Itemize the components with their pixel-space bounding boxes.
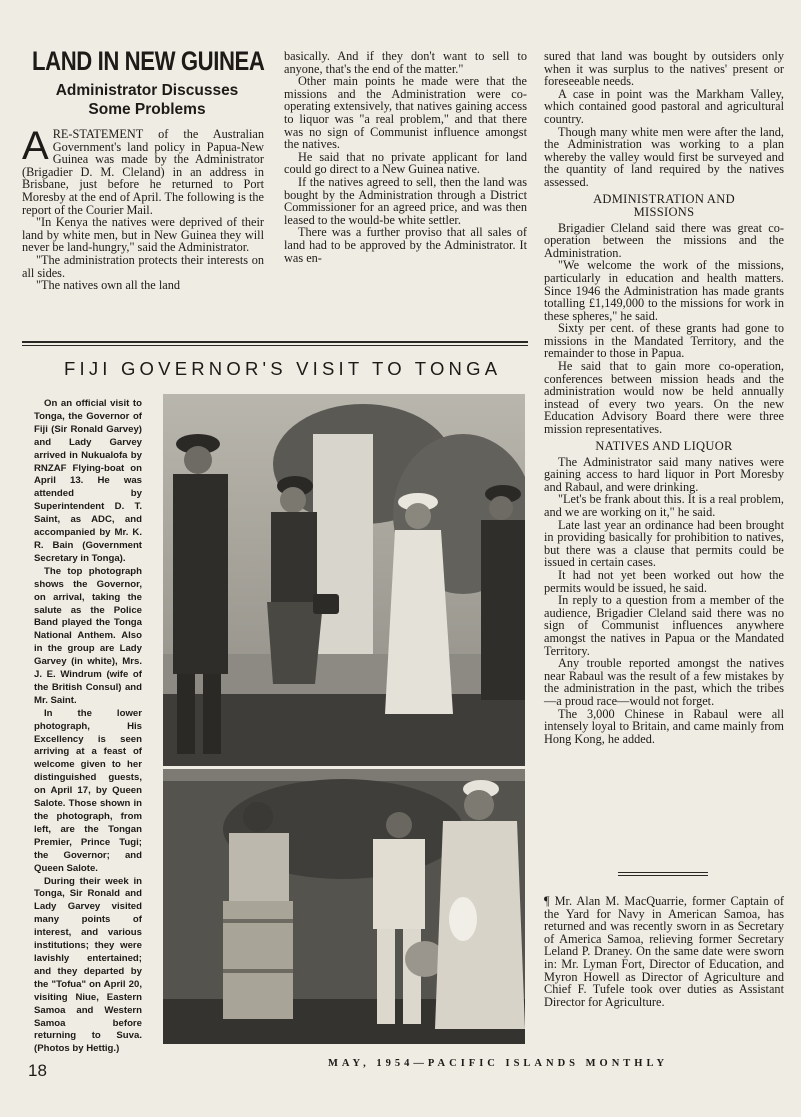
subhead-line-2: Some Problems [88,101,206,118]
paragraph: A case in point was the Markham Valley, which contained good pastoral and agricultural country. [544,86,784,126]
paragraph: "We welcome the work of the missions, particularly in education and health matters. Since 1946 the Administration has made grants totalling £1,149,000 to the missions for work in these spheres," he said. [544,258,784,323]
caption-paragraph: In the lower photograph, His Excellency is seen arriving at a feast of welcome given to her distinguished guests, on April 17, by Queen Salote. Those shown in the photograph, from left, are the Tongan Premier, Prince Tugi; the Governor; and Queen Salote. [34,707,142,874]
horizontal-rule [22,345,528,346]
horizontal-rule [22,341,528,343]
paragraph: Though many white men were after the land, the Administration was working to a plan whereby the valley would first be surveyed and the quantity of land required by the natives assessed. [544,124,784,189]
page-number: 18 [28,1061,47,1080]
paragraph: "The administration protects their interests on all sides. [22,252,264,280]
subhead-line-1: Administrator Discusses [55,82,239,99]
paragraph: "Let's be frank about this. It is a real problem, and we are working on it," he said. [544,492,784,519]
paragraph: Other main points he made were that the missions and the Administration were co-operating extensively, that natives gaining access to liquor was "a real problem," and that there was no sign of Communist influence amongst the natives. [284,74,527,152]
article-subhead [24,81,270,119]
photo-caption [34,398,142,1056]
paragraph: There was a further proviso that all sales of land had to be approved by the Administrator. It was en- [284,225,527,265]
section-heading-missions [544,193,784,219]
article-column-2 [284,50,527,264]
paragraph: If the natives agreed to sell, then the land was bought by the Administration through a District Commissioner for an agreed price, and was then leased to the would-be white settler. [284,174,527,227]
caption-paragraph: On an official visit to Tonga, the Governor of Fiji (Sir Ronald Garvey) and Lady Garvey arrived in Nukualofa by RNZAF Flying-boat on April 13. He was attended by Superintendent D. T. Saint, as ADC, and accompanied by Mr. K. R. Bain (Government Secretary in Tonga). [34,398,142,564]
horizontal-rule [618,875,708,876]
section-heading-liquor: NATIVES AND LIQUOR [595,438,733,453]
macquarrie-item [544,895,784,1008]
horizontal-rule [618,872,708,873]
paragraph-text: RE-STATEMENT of the Australian Government's land policy in Papua-New Guinea was made by the Administrator (Brigadier D. M. Cleland) in an address in Brisbane, just before he returned to Port Moresby at the end of April. The following is the report of the Courier Mail. [22,127,264,217]
paragraph: He said that no private applicant for land could go direct to a New Guinea native. [284,149,527,177]
paragraph: "In Kenya the natives were deprived of their land by white men, but in New Guinea they will never be land-hungry," said the Administrator. [22,215,264,255]
caption-paragraph: During their week in Tonga, Sir Ronald and Lady Garvey visited many points of interest, and various institutions; they were lavishly entertained; and they departed by the "Tofua" on April 20, visiting Niue, Eastern Samoa and Western Samoa before returning to Suva. (Photos by Hettig.) [34,875,142,1055]
paragraph: Brigadier Cleland said there was great co-operation between the missions and the Administration. [544,220,784,260]
drop-cap: A [22,124,49,168]
article-column-3 [544,50,784,745]
paragraph: In reply to a question from a member of the audience, Brigadier Cleland said there was no sign of Communist influences anywhere amongst the natives in Papua or the Mandated Territory. [544,593,784,658]
paragraph: The Administrator said many natives were gaining access to hard liquor in Port Moresby and Rabaul, and were drinking. [544,454,784,494]
caption-paragraph: The top photograph shows the Governor, on arrival, taking the salute as the Police Band played the Tonga National Anthem. Also in the group are Lady Garvey (in white), Mrs. J. E. Windrum (wife of the British Consul) and Mr. Saint. [34,565,142,706]
paragraph: ¶ Mr. Alan M. MacQuarrie, former Captain of the Yard for Navy in American Samoa, has returned and was recently sworn in as Secretary of America Samoa, relieving former Secretary Leland P. Draney. On the same date were sworn in: Mr. Lyman Fort, Director of Education, and Myron Howell as Director of Agriculture and Chief F. Tufele took over duties as Assistant Director for Agriculture. [544,894,784,1009]
paragraph: Late last year an ordinance had been brought in providing basically for prohibition to natives, but there was a clause that permits could be issued in certain cases. [544,517,784,570]
section-heading-line: MISSIONS [633,204,695,219]
paragraph: The 3,000 Chinese in Rabaul were all intensely loyal to Britain, and came mainly from Hong Kong, he added. [544,706,784,746]
article-headline: LAND IN NEW GUINEA [32,46,265,76]
photo-illustration [163,769,525,1044]
paragraph: He said that to gain more co-operation, conferences between mission heads and the administration would now be held annually instead of every two years. On the new Education Advisory Board there were three mission representatives. [544,359,784,437]
paragraph: sured that land was bought by outsiders only when it was surplus to the natives' present or foreseeable needs. [544,49,784,89]
bottom-photograph [163,769,525,1044]
article-column-1 [22,124,264,293]
photo-illustration [163,394,525,766]
paragraph: "The natives own all the land [36,278,181,293]
footer-masthead: MAY, 1954—PACIFIC ISLANDS MONTHLY [328,1058,669,1069]
paragraph: basically. And if they don't want to sell to anyone, that's the end of the matter." [284,49,527,76]
lead-paragraph [22,124,264,217]
article-title-fiji: FIJI GOVERNOR'S VISIT TO TONGA [64,358,502,379]
paragraph: Sixty per cent. of these grants had gone to missions in the Mandated Territory, and the remainder to those in Papua. [544,321,784,361]
paragraph: It had not yet been worked out how the permits would be issued, he said. [544,567,784,595]
paragraph: Any trouble reported amongst the natives near Rabaul was the result of a few mistakes by the administration in the past, which the tribes —a proud race—would not forget. [544,656,784,708]
top-photograph [163,394,525,766]
section-heading-line: ADMINISTRATION AND [593,191,735,206]
